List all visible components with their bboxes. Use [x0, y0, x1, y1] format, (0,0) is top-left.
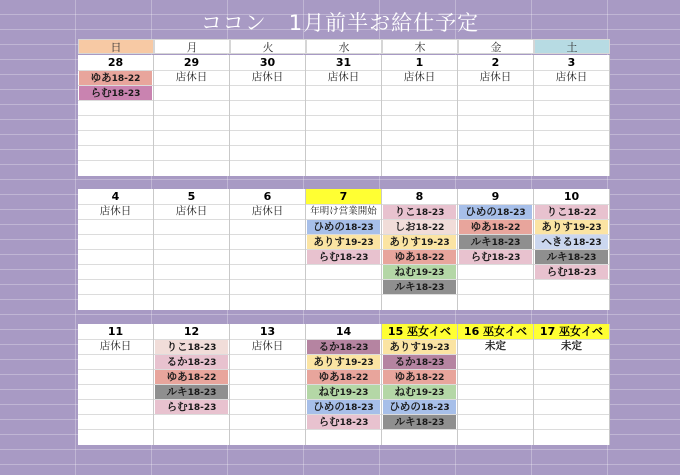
date-label: 7	[306, 189, 381, 204]
date-label: 17 巫女イベ	[534, 324, 609, 339]
cast-name: らむ	[470, 251, 492, 263]
row-line	[382, 100, 457, 101]
cast-name: るか	[318, 341, 340, 353]
cast-name: ひめの	[313, 221, 345, 233]
cast-name: ありす	[389, 236, 421, 248]
shift-time: 19-23	[415, 388, 445, 398]
cast-name: るか	[166, 356, 188, 368]
row-line	[458, 294, 533, 295]
cast-name: へきる	[541, 236, 573, 248]
shift-entry	[383, 235, 456, 249]
date-label: 1	[415, 56, 424, 69]
row-line	[78, 160, 153, 161]
row-line	[458, 264, 533, 265]
shift-time: 18-22	[111, 74, 141, 84]
row-line	[230, 384, 305, 385]
cast-name: らむ	[90, 87, 112, 99]
shift-time: 18-23	[567, 253, 597, 263]
row-line	[534, 399, 609, 400]
shift-entry	[307, 385, 380, 399]
shift-entry	[459, 205, 532, 219]
cast-name: ひめの	[389, 401, 421, 413]
date-label: 9	[491, 190, 500, 203]
shift-time: 18-23	[187, 358, 217, 368]
row-line	[382, 160, 457, 161]
row-line	[458, 414, 533, 415]
row-line	[154, 414, 229, 415]
row-line	[382, 294, 457, 295]
row-line	[534, 414, 609, 415]
row-line	[382, 115, 457, 116]
weekday-header: 水	[306, 39, 382, 54]
shift-time: 18-23	[491, 238, 521, 248]
row-line	[534, 145, 609, 146]
row-line	[534, 384, 609, 385]
row-line	[154, 279, 229, 280]
closed-label: 店休日	[251, 205, 284, 217]
row-line	[534, 160, 609, 161]
cast-name: ルキ	[546, 251, 568, 263]
day-cell	[534, 189, 610, 310]
date-label: 11	[107, 325, 124, 338]
day-cell	[382, 55, 458, 176]
shift-time: 18-23	[496, 208, 526, 218]
shift-entry	[535, 235, 608, 249]
shift-entry	[307, 415, 380, 429]
shift-time: 18-23	[415, 283, 445, 293]
shift-time: 18-23	[339, 253, 369, 263]
row-line	[78, 264, 153, 265]
cast-name: ひめの	[465, 206, 497, 218]
row-line	[458, 399, 533, 400]
row-line	[534, 294, 609, 295]
cast-name: ありす	[313, 236, 345, 248]
shift-entry	[535, 265, 608, 279]
shift-time: 18-22	[339, 373, 369, 383]
shift-entry	[383, 355, 456, 369]
closed-label: 店休日	[403, 71, 436, 83]
row-line	[154, 294, 229, 295]
row-line	[154, 145, 229, 146]
row-line	[230, 414, 305, 415]
row-line	[382, 130, 457, 131]
cast-name: ゆあ	[90, 72, 112, 84]
shift-time: 18-22	[491, 223, 521, 233]
closed-label: 未定	[485, 340, 506, 352]
day-cell	[306, 55, 382, 176]
day-cell	[306, 324, 382, 445]
row-line	[306, 279, 381, 280]
row-line	[230, 429, 305, 430]
row-line	[154, 160, 229, 161]
row-line	[458, 85, 533, 86]
row-line	[154, 115, 229, 116]
row-line	[78, 384, 153, 385]
shift-entry	[383, 280, 456, 294]
row-line	[230, 294, 305, 295]
closed-label: 店休日	[555, 71, 588, 83]
row-line	[230, 115, 305, 116]
cast-name: しお	[394, 221, 416, 233]
row-line	[306, 160, 381, 161]
cast-name: りこ	[546, 206, 568, 218]
row-line	[458, 429, 533, 430]
closed-label: 店休日	[251, 340, 284, 352]
shift-time: 18-23	[415, 418, 445, 428]
row-line	[230, 399, 305, 400]
row-line	[458, 115, 533, 116]
shift-entry	[307, 355, 380, 369]
shift-time: 19-23	[344, 238, 374, 248]
shift-entry	[307, 370, 380, 384]
shift-entry	[383, 400, 456, 414]
row-line	[458, 100, 533, 101]
shift-time: 19-23	[572, 223, 602, 233]
date-label: 29	[183, 56, 200, 69]
row-line	[230, 279, 305, 280]
row-line	[534, 279, 609, 280]
row-line	[306, 145, 381, 146]
day-cell	[230, 189, 306, 310]
shift-entry	[383, 265, 456, 279]
shift-entry	[383, 385, 456, 399]
closed-label: 店休日	[175, 205, 208, 217]
cast-name: ゆあ	[470, 221, 492, 233]
shift-entry	[307, 220, 380, 234]
shift-entry	[307, 400, 380, 414]
cast-name: らむ	[318, 251, 340, 263]
row-line	[154, 130, 229, 131]
row-line	[230, 234, 305, 235]
row-line	[534, 429, 609, 430]
cast-name: らむ	[166, 401, 188, 413]
shift-time: 19-23	[344, 358, 374, 368]
date-label: 8	[415, 190, 424, 203]
date-label: 13	[259, 325, 276, 338]
cast-name: ルキ	[470, 236, 492, 248]
shift-time: 18-23	[187, 388, 217, 398]
shift-entry	[307, 250, 380, 264]
row-line	[154, 85, 229, 86]
shift-entry	[155, 355, 228, 369]
shift-time: 18-23	[187, 343, 217, 353]
row-line	[534, 115, 609, 116]
row-line	[78, 429, 153, 430]
row-line	[154, 234, 229, 235]
row-line	[458, 369, 533, 370]
day-cell	[458, 189, 534, 310]
row-line	[78, 234, 153, 235]
day-cell	[382, 189, 458, 310]
shift-entry	[79, 86, 152, 100]
row-line	[534, 354, 609, 355]
cast-name: りこ	[394, 206, 416, 218]
date-label: 15 巫女イベ	[382, 324, 457, 339]
row-line	[230, 85, 305, 86]
weekday-header: 木	[382, 39, 458, 54]
cast-name: ゆあ	[166, 371, 188, 383]
row-line	[306, 100, 381, 101]
row-line	[154, 429, 229, 430]
date-label: 12	[183, 325, 200, 338]
shift-entry	[383, 250, 456, 264]
cast-name: ねむ	[394, 386, 416, 398]
shift-time: 18-22	[187, 373, 217, 383]
date-label: 31	[335, 56, 352, 69]
shift-time: 18-22	[567, 208, 597, 218]
row-line	[458, 279, 533, 280]
date-label: 14	[335, 325, 352, 338]
row-line	[230, 130, 305, 131]
row-line	[534, 369, 609, 370]
day-note: 年明け営業開始	[310, 206, 377, 217]
row-line	[458, 145, 533, 146]
day-cell	[154, 189, 230, 310]
row-line	[78, 354, 153, 355]
row-line	[230, 369, 305, 370]
shift-time: 18-23	[339, 418, 369, 428]
date-label: 2	[491, 56, 500, 69]
shift-entry	[535, 205, 608, 219]
row-line	[230, 160, 305, 161]
row-line	[78, 145, 153, 146]
row-line	[230, 354, 305, 355]
date-label: 10	[563, 190, 580, 203]
row-line	[154, 100, 229, 101]
day-cell	[534, 324, 610, 445]
shift-entry	[459, 235, 532, 249]
row-line	[306, 130, 381, 131]
shift-time: 18-22	[415, 253, 445, 263]
shift-entry	[383, 205, 456, 219]
closed-label: 未定	[561, 340, 582, 352]
date-label: 5	[187, 190, 196, 203]
shift-time: 18-23	[420, 403, 450, 413]
day-cell	[458, 55, 534, 176]
row-line	[78, 369, 153, 370]
row-line	[306, 429, 381, 430]
row-line	[534, 85, 609, 86]
shift-entry	[155, 370, 228, 384]
cast-name: ひめの	[313, 401, 345, 413]
shift-entry	[535, 220, 608, 234]
shift-entry	[307, 235, 380, 249]
day-cell	[154, 55, 230, 176]
date-label: 6	[263, 190, 272, 203]
shift-time: 18-23	[415, 358, 445, 368]
row-line	[78, 115, 153, 116]
row-line	[154, 264, 229, 265]
closed-label: 店休日	[99, 205, 132, 217]
day-cell	[154, 324, 230, 445]
date-label: 3	[567, 56, 576, 69]
closed-label: 店休日	[99, 340, 132, 352]
weekday-header: 火	[230, 39, 306, 54]
shift-entry	[459, 250, 532, 264]
cast-name: ルキ	[394, 416, 416, 428]
cast-name: ありす	[313, 356, 345, 368]
shift-entry	[307, 340, 380, 354]
closed-label: 店休日	[251, 71, 284, 83]
row-line	[78, 294, 153, 295]
shift-time: 18-23	[111, 89, 141, 99]
date-label: 28	[107, 56, 124, 69]
row-line	[382, 145, 457, 146]
day-cell	[458, 324, 534, 445]
day-cell	[78, 55, 154, 176]
row-line	[78, 130, 153, 131]
weekday-header: 月	[154, 39, 230, 54]
cast-name: ゆあ	[394, 371, 416, 383]
closed-label: 店休日	[175, 71, 208, 83]
row-line	[230, 100, 305, 101]
row-line	[230, 145, 305, 146]
shift-time: 18-23	[415, 208, 445, 218]
shift-entry	[383, 370, 456, 384]
cast-name: ありす	[541, 221, 573, 233]
date-label: 30	[259, 56, 276, 69]
shift-entry	[155, 385, 228, 399]
row-line	[78, 279, 153, 280]
date-label: 16 巫女イベ	[458, 324, 533, 339]
row-line	[534, 100, 609, 101]
cast-name: ゆあ	[318, 371, 340, 383]
row-line	[230, 264, 305, 265]
day-cell	[230, 55, 306, 176]
shift-entry	[155, 400, 228, 414]
shift-entry	[535, 250, 608, 264]
row-line	[154, 249, 229, 250]
row-line	[230, 219, 305, 220]
shift-time: 18-22	[415, 373, 445, 383]
shift-entry	[459, 220, 532, 234]
row-line	[534, 130, 609, 131]
row-line	[458, 160, 533, 161]
row-line	[306, 294, 381, 295]
date-label: 4	[111, 190, 120, 203]
day-cell	[306, 189, 382, 310]
day-cell	[78, 324, 154, 445]
cast-name: ルキ	[394, 281, 416, 293]
shift-time: 18-23	[572, 238, 602, 248]
row-line	[230, 249, 305, 250]
day-cell	[230, 324, 306, 445]
cast-name: ねむ	[318, 386, 340, 398]
row-line	[382, 429, 457, 430]
cast-name: ねむ	[394, 266, 416, 278]
closed-label: 店休日	[327, 71, 360, 83]
row-line	[306, 115, 381, 116]
row-line	[78, 399, 153, 400]
weekday-header: 土	[534, 39, 610, 54]
row-line	[154, 219, 229, 220]
shift-time: 18-22	[415, 223, 445, 233]
row-line	[458, 354, 533, 355]
shift-time: 19-23	[420, 343, 450, 353]
cast-name: るか	[394, 356, 416, 368]
shift-time: 18-23	[491, 253, 521, 263]
weekday-header: 金	[458, 39, 534, 54]
day-cell	[78, 189, 154, 310]
cast-name: らむ	[318, 416, 340, 428]
shift-entry	[79, 71, 152, 85]
row-line	[78, 100, 153, 101]
weekday-header: 日	[78, 39, 154, 54]
cast-name: りこ	[166, 341, 188, 353]
cast-name: ルキ	[166, 386, 188, 398]
row-line	[78, 249, 153, 250]
cast-name: らむ	[546, 266, 568, 278]
shift-entry	[383, 220, 456, 234]
row-line	[458, 384, 533, 385]
row-line	[382, 85, 457, 86]
row-line	[78, 414, 153, 415]
day-cell	[382, 324, 458, 445]
shift-time: 19-23	[415, 268, 445, 278]
cast-name: ありす	[389, 341, 421, 353]
page-title: ココン 1月前半お給仕予定	[200, 11, 480, 35]
shift-time: 18-23	[344, 403, 374, 413]
row-line	[78, 219, 153, 220]
shift-time: 19-23	[339, 388, 369, 398]
shift-entry	[383, 340, 456, 354]
day-cell	[534, 55, 610, 176]
shift-time: 18-23	[567, 268, 597, 278]
row-line	[306, 264, 381, 265]
shift-entry	[155, 340, 228, 354]
shift-entry	[383, 415, 456, 429]
closed-label: 店休日	[479, 71, 512, 83]
shift-time: 18-23	[187, 403, 217, 413]
row-line	[306, 85, 381, 86]
row-line	[458, 130, 533, 131]
cast-name: ゆあ	[394, 251, 416, 263]
shift-time: 18-23	[339, 343, 369, 353]
shift-time: 18-23	[344, 223, 374, 233]
shift-time: 19-23	[420, 238, 450, 248]
